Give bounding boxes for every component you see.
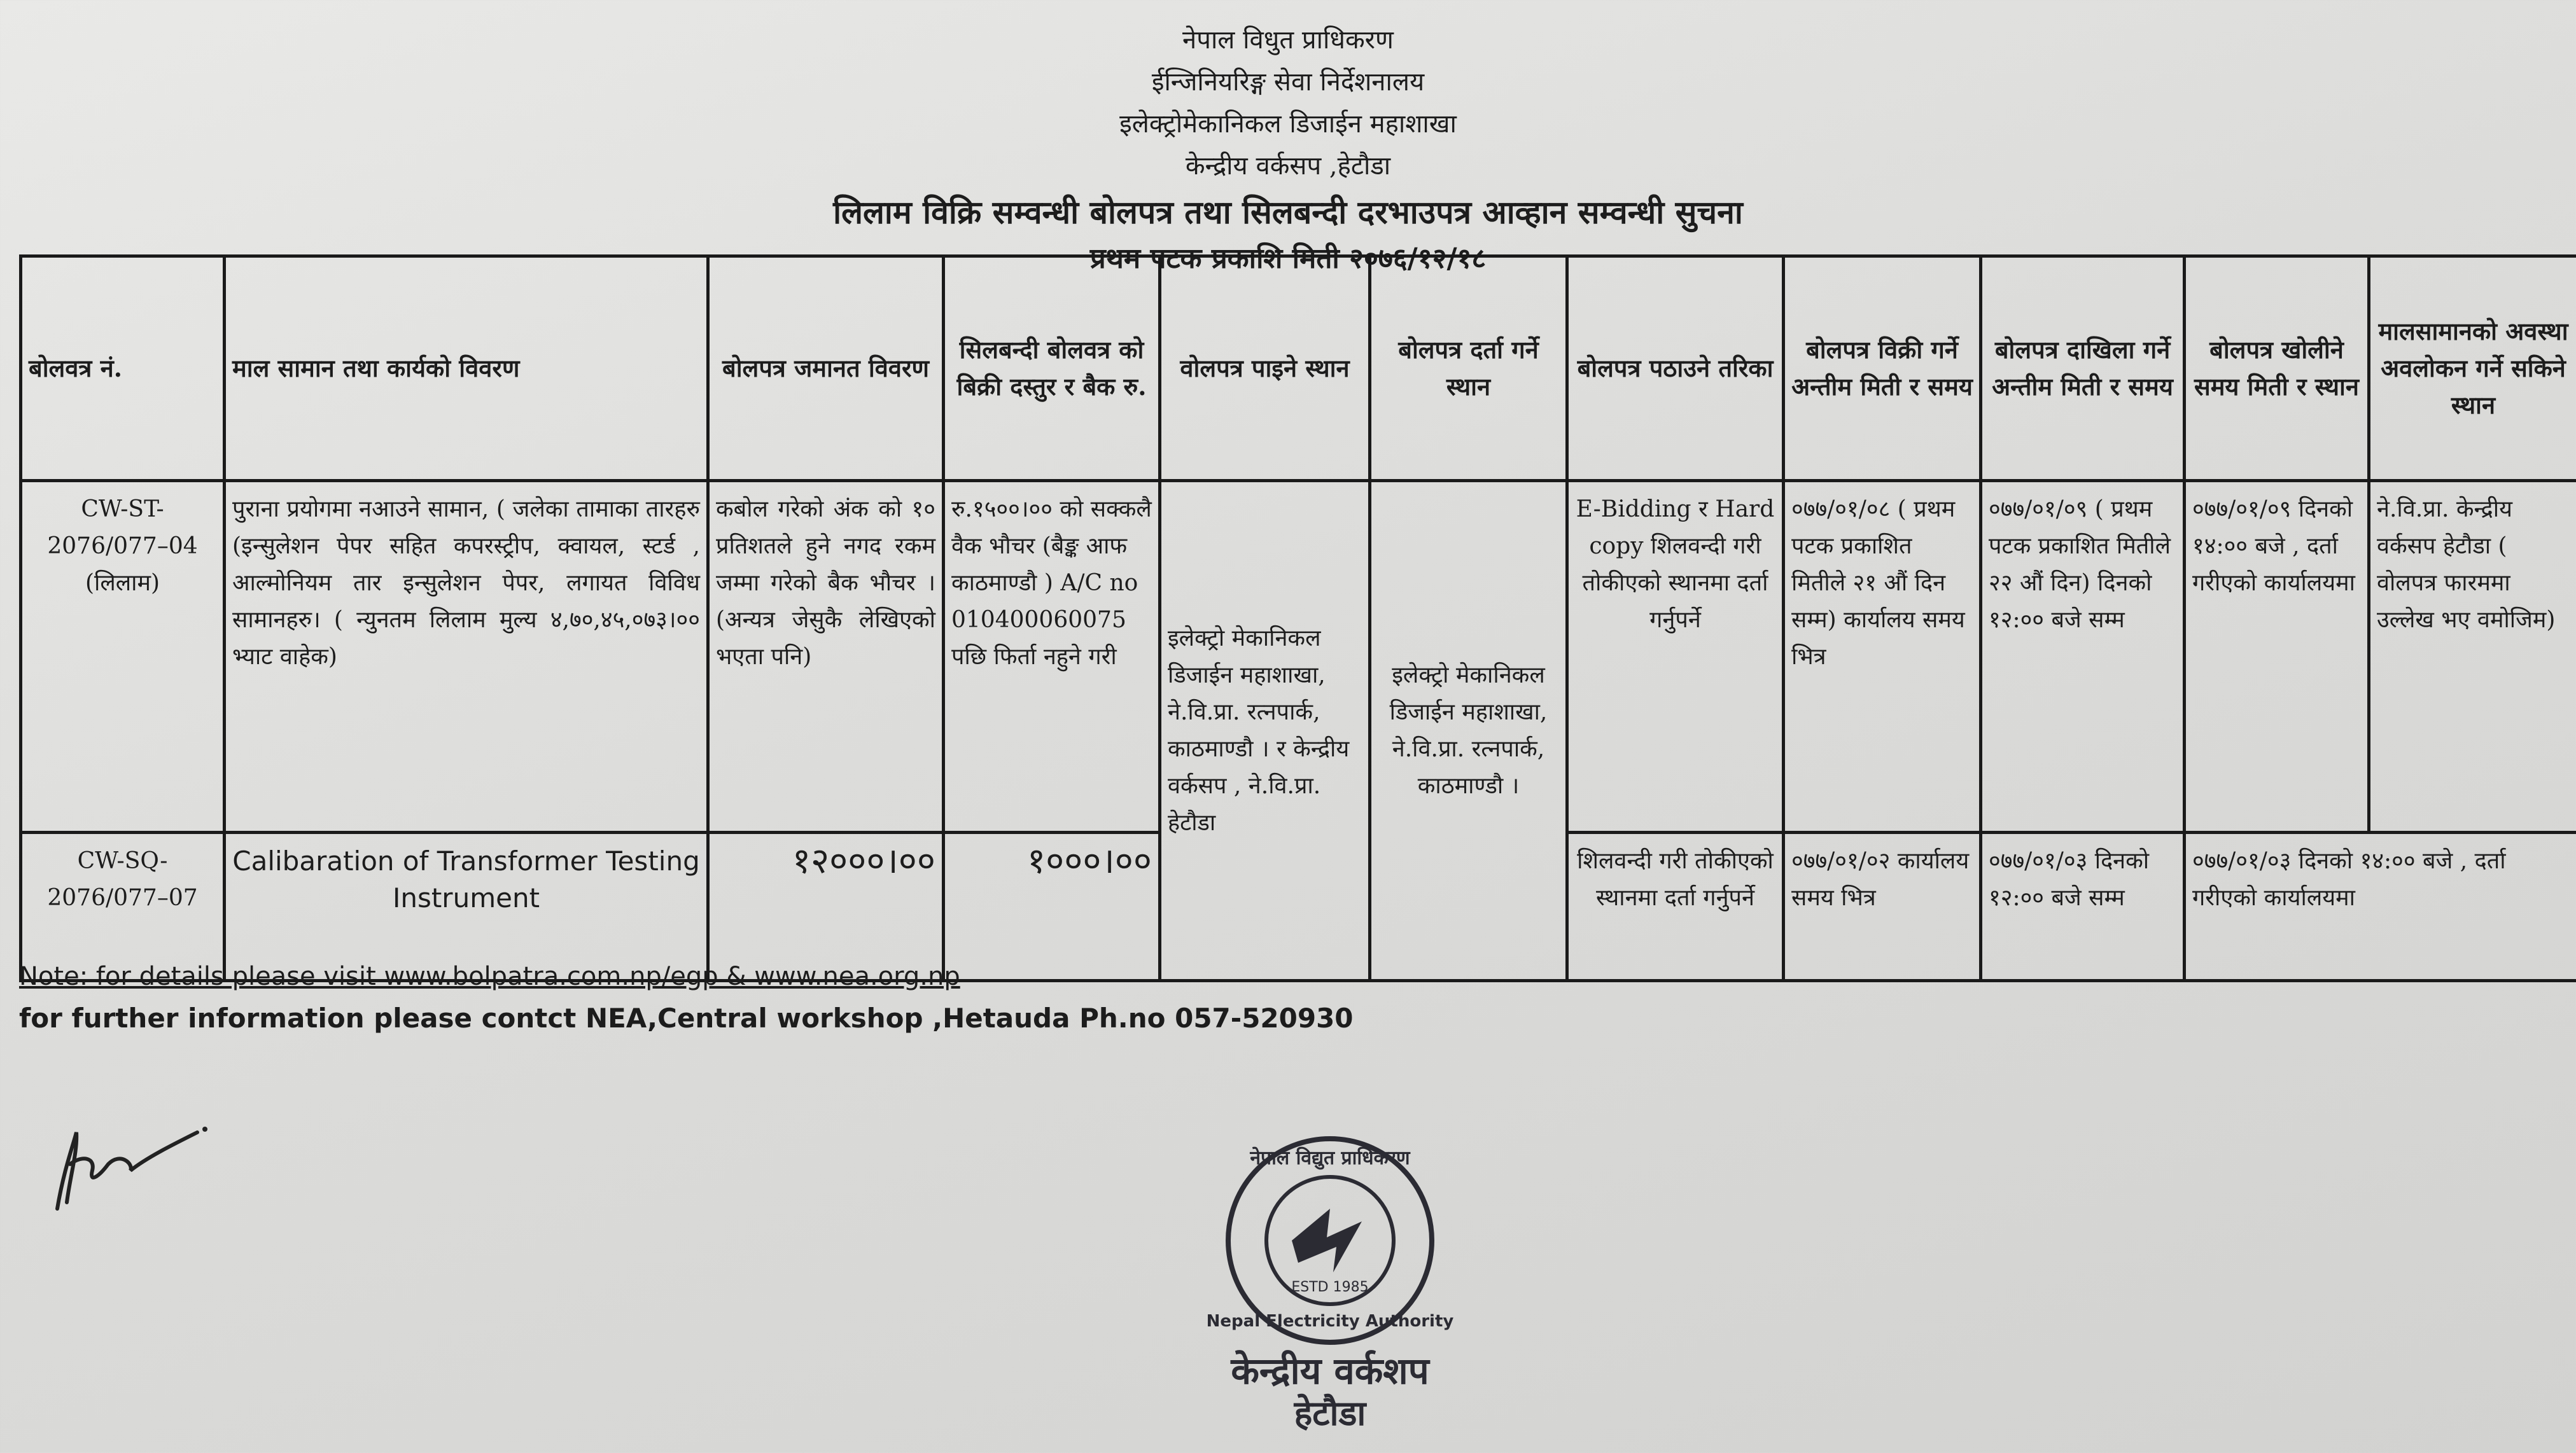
workshop-name: केन्द्रीय वर्कसप ,हेटौडा bbox=[1185, 151, 1391, 181]
sale-deadline-cell: ०७७/०१/०८ ( प्रथम पटक प्रकाशित मितीले २१ औं दिन सम्म) कार्यालय समय भित्र bbox=[1784, 481, 1981, 833]
stamp-bottom-text: केन्द्रीय वर्कशप bbox=[1231, 1349, 1429, 1393]
notice-table bbox=[19, 254, 2576, 982]
method-cell: शिलवन्दी गरी तोकीएको स्थानमा दर्ता गर्नुपर्ने bbox=[1567, 833, 1784, 981]
official-stamp bbox=[1196, 1132, 1464, 1438]
details-note: Note: for details please visit www.bolpatra.com.np/egp & www.nea.org.np bbox=[19, 962, 960, 991]
header-method: बोलपत्र पठाउने तरिका bbox=[1567, 256, 1784, 481]
contact-info: for further information please contct NEA,Central workshop ,Hetauda Ph.no 057-520930 bbox=[19, 1003, 1354, 1034]
document-footer bbox=[19, 957, 1419, 1041]
header-opening: बोलपत्र खोलीने समय मिती र स्थान bbox=[2185, 256, 2369, 481]
publication-date: प्रथम पटक प्रकाशि मिती २०७६/१२/१८ bbox=[1089, 242, 1487, 275]
description-cell: Calibaration of Transformer Testing Instrument bbox=[225, 833, 708, 981]
submit-deadline-cell: ०७७/०१/०९ ( प्रथम पटक प्रकाशित मितीले २२ औं दिन) दिनको १२:०० बजे सम्म bbox=[1981, 481, 2185, 833]
directorate-name: ईन्जिनियरिङ्ग सेवा निर्देशनालय bbox=[1151, 67, 1425, 97]
org-name: नेपाल विधुत प्राधिकरण bbox=[1182, 25, 1394, 55]
header-obtain-place: वोलपत्र पाइने स्थान bbox=[1160, 256, 1370, 481]
description-cell: पुराना प्रयोगमा नआउने सामान, ( जलेका तामाका तारहरु (इन्सुलेशन पेपर सहित कपरस्ट्रीप, क्वायल, स्टर्ड , आल्मोनियम तार इन्सुलेशन पेपर, लगायत विविध सामानहरु। ( न्युनतम लिलाम मुल्य ४,७०,४५,०७३।०० भ्याट वाहेक) bbox=[225, 481, 708, 833]
tender-no-cell: CW-SQ-2076/077–07 bbox=[21, 833, 225, 981]
header-fee: सिलबन्दी बोलवत्र को बिक्री दस्तुर र बैक रु. bbox=[944, 256, 1160, 481]
method-cell: E-Bidding र Hard copy शिलवन्दी गरी तोकीएको स्थानमा दर्ता गर्नुपर्ने bbox=[1567, 481, 1784, 833]
tender-no-cell: CW-ST-2076/077–04 (लिलाम) bbox=[21, 481, 225, 833]
notice-title: लिलाम विक्रि सम्वन्धी बोलपत्र तथा सिलबन्दी दरभाउपत्र आव्हान सम्वन्धी सुचना bbox=[833, 193, 1743, 231]
header-register-place: बोलपत्र दर्ता गर्ने स्थान bbox=[1370, 256, 1567, 481]
submit-deadline-cell: ०७७/०१/०३ दिनको १२:०० बजे सम्म bbox=[1981, 833, 2185, 981]
division-name: इलेक्ट्रोमेकानिकल डिजाईन महाशाखा bbox=[1119, 109, 1457, 139]
stamp-top-text: नेपाल विद्युत प्राधिकरण bbox=[1250, 1147, 1410, 1169]
header-bid-security: बोलपत्र जमानत विवरण bbox=[708, 256, 944, 481]
notice-table-wrapper bbox=[19, 254, 2576, 954]
stamp-english: Nepal Electricity Authority bbox=[1206, 1312, 1454, 1331]
obtain-place-cell: इलेक्ट्रो मेकानिकल डिजाईन महाशाखा, ने.वि.प्रा. रत्नपार्क, काठमाण्डौ । र केन्द्रीय वर्कसप , ने.वि.प्रा. हेटौडा bbox=[1160, 481, 1370, 981]
lightning-icon bbox=[1292, 1209, 1362, 1272]
table-row bbox=[21, 481, 2576, 833]
header-submit-deadline: बोलपत्र दाखिला गर्ने अन्तीम मिती र समय bbox=[1981, 256, 2185, 481]
stamp-estd: ESTD 1985 bbox=[1291, 1279, 1369, 1295]
stamp-city: हेटौडा bbox=[1294, 1393, 1366, 1433]
table-header-row bbox=[21, 256, 2576, 481]
sale-deadline-cell: ०७७/०१/०२ कार्यालय समय भित्र bbox=[1784, 833, 1981, 981]
bid-security-cell: १२०००।०० bbox=[708, 833, 944, 981]
header-tender-no: बोलवत्र नं. bbox=[21, 256, 225, 481]
opening-cell: ०७७/०१/०३ दिनको १४:०० बजे , दर्ता गरीएको कार्यालयमा bbox=[2185, 833, 2576, 981]
opening-cell: ०७७/०१/०९ दिनको १४:०० बजे , दर्ता गरीएको कार्यालयमा bbox=[2185, 481, 2369, 833]
bid-security-cell: कबोल गरेको अंक को १० प्रतिशतले हुने नगद रकम जम्मा गरेको बैक भौचर । (अन्यत्र जेसुकै लेखिएको भएता पनि) bbox=[708, 481, 944, 833]
fee-cell: रु.१५००।०० को सक्कलै वैक भौचर (बैङ्क आफ काठमाण्डौ ) A/C no 010400060075 पछि फिर्ता नहुने गरी bbox=[944, 481, 1160, 833]
signature-mark bbox=[38, 1094, 216, 1234]
document-header bbox=[0, 19, 2576, 280]
header-description: माल सामान तथा कार्यको विवरण bbox=[225, 256, 708, 481]
inspection-cell: ने.वि.प्रा. केन्द्रीय वर्कसप हेटौडा ( वोलपत्र फारममा उल्लेख भए वमोजिम) bbox=[2369, 481, 2576, 833]
register-place-cell: इलेक्ट्रो मेकानिकल डिजाईन महाशाखा, ने.वि.प्रा. रत्नपार्क, काठमाण्डौ । bbox=[1370, 481, 1567, 981]
fee-cell: १०००।०० bbox=[944, 833, 1160, 981]
header-sale-deadline: बोलपत्र विक्री गर्ने अन्तीम मिती र समय bbox=[1784, 256, 1981, 481]
stamp-graphic bbox=[1196, 1132, 1464, 1438]
header-inspection: मालसामानको अवस्था अवलोकन गर्ने सकिने स्थान bbox=[2369, 256, 2576, 481]
